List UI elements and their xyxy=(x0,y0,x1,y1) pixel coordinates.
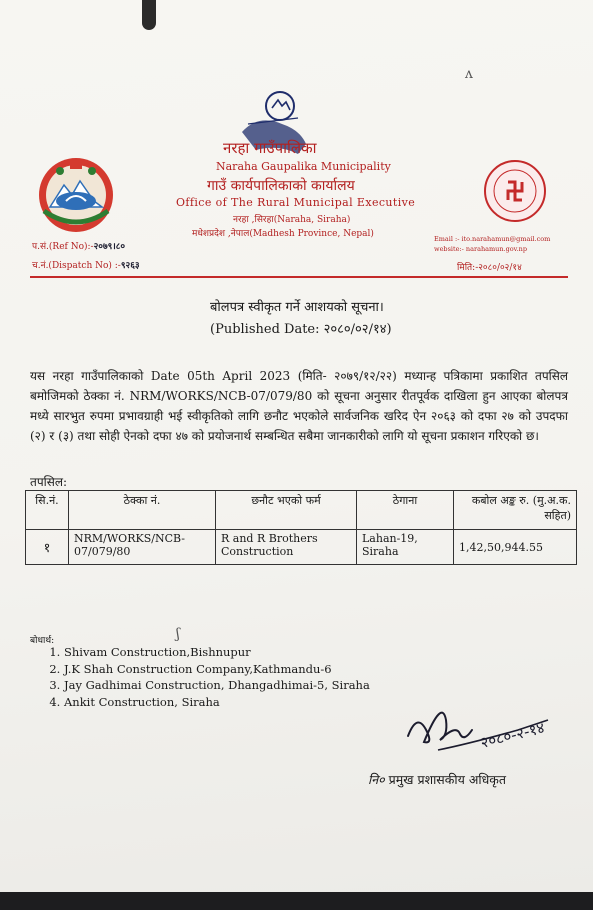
office-name-english: Office of The Rural Municipal Executive xyxy=(176,196,416,209)
dispatch-value: ९२६३ xyxy=(120,261,140,271)
nepal-emblem-logo xyxy=(36,155,116,235)
cell-selected-firm: R and R Brothers Construction xyxy=(216,530,357,565)
reference-value: २०७९।८० xyxy=(93,242,126,252)
list-item: 2. J.K Shah Construction Company,Kathmandu-6 xyxy=(64,661,370,678)
published-date: (Published Date: २०८०/०२/१४) xyxy=(210,322,392,337)
municipality-seal-logo xyxy=(475,158,555,224)
reference-number xyxy=(32,239,125,252)
header-address: ठेगाना xyxy=(357,491,454,530)
handwritten-signature xyxy=(398,690,553,770)
notice-body: यस नरहा गाउँपालिकाको Date 05th April 2023 (मिति- २०७९/१२/२२) मध्यान्ह पत्रिकामा प्रकाशित तपसिल बमोजिमको ठेक्का नं. NRM/WORKS/NCB-07/079/80 को सूचना अनुसार रीतपूर्वक दाखिला हुन आएका बोलपत्र मध्ये सारभुत रुपमा प्रभावग्राही भई स्वीकृतिको लागि छनौट भएकोले सार्वजनिक खरिद ऐन २०६३ को दफा २७ को उपदफा (२) र (३) तथा सोही ऐनको दफा ४७ को प्रयोजनार्थ सम्बन्धित सबैमा जानकारीको लागि यो सूचना प्रकाशन गरिएको छ। xyxy=(30,369,568,443)
reference-label: प.सं.(Ref No):- xyxy=(32,242,94,252)
table-row xyxy=(26,530,577,565)
municipality-name-nepali: नरहा गाउँपालिका xyxy=(223,139,317,157)
signature-date: २०८०-२-१४ xyxy=(478,718,547,752)
header-contract-number: ठेक्का नं. xyxy=(69,491,216,530)
header-serial-number: सि.नं. xyxy=(26,491,69,530)
table-header-row xyxy=(26,491,577,530)
cell-address: Lahan-19, Siraha xyxy=(357,530,454,565)
cell-bid-amount: 1,42,50,944.55 xyxy=(454,530,577,565)
header-bid-amount: कबोल अङ्क रु. (मु.अ.क. सहित) xyxy=(454,491,577,530)
cc-label: बोधार्थ: xyxy=(30,636,55,646)
award-table xyxy=(25,490,577,565)
header-divider xyxy=(30,276,568,278)
list-item: 3. Jay Gadhimai Construction, Dhangadhimai-5, Siraha xyxy=(64,677,370,694)
signer-initial: नि० xyxy=(368,772,385,787)
cell-serial-number: १ xyxy=(26,530,69,565)
address-line-2: मधेशप्रदेश ,नेपाल(Madhesh Province, Nepal) xyxy=(192,229,374,239)
pen-mark: ʃ xyxy=(176,626,180,642)
signer-title xyxy=(368,771,506,788)
municipality-name-english: Naraha Gaupalika Municipality xyxy=(216,160,391,173)
header-selected-firm: छनौट भएको फर्म xyxy=(216,491,357,530)
signer-designation: प्रमुख प्रशासकीय अधिकृत xyxy=(388,772,507,787)
cell-contract-number: NRM/WORKS/NCB-07/079/80 xyxy=(69,530,216,565)
notice-title: बोलपत्र स्वीकृत गर्ने आशयको सूचना। xyxy=(210,300,384,315)
address-line-1: नरहा ,सिरहा(Naraha, Siraha) xyxy=(233,215,351,225)
cc-list xyxy=(28,644,370,710)
details-label: तपसिल: xyxy=(30,475,68,489)
pen-mark: ʌ xyxy=(465,66,473,82)
letter-date: मिति:-२०८०/०२/१४ xyxy=(457,263,522,273)
dispatch-label: च.नं.(Dispatch No) :- xyxy=(32,261,121,271)
email-address: Email :- ito.narahamun@gmail.com xyxy=(434,235,551,243)
office-name-nepali: गाउँ कार्यपालिकाको कार्यालय xyxy=(207,178,355,194)
binder-clip xyxy=(142,0,156,30)
list-item: 1. Shivam Construction,Bishnupur xyxy=(64,644,370,661)
dispatch-number xyxy=(32,258,140,271)
website-address: website:- narahamun.gov.np xyxy=(434,245,527,253)
list-item: 4. Ankit Construction, Siraha xyxy=(64,694,370,711)
